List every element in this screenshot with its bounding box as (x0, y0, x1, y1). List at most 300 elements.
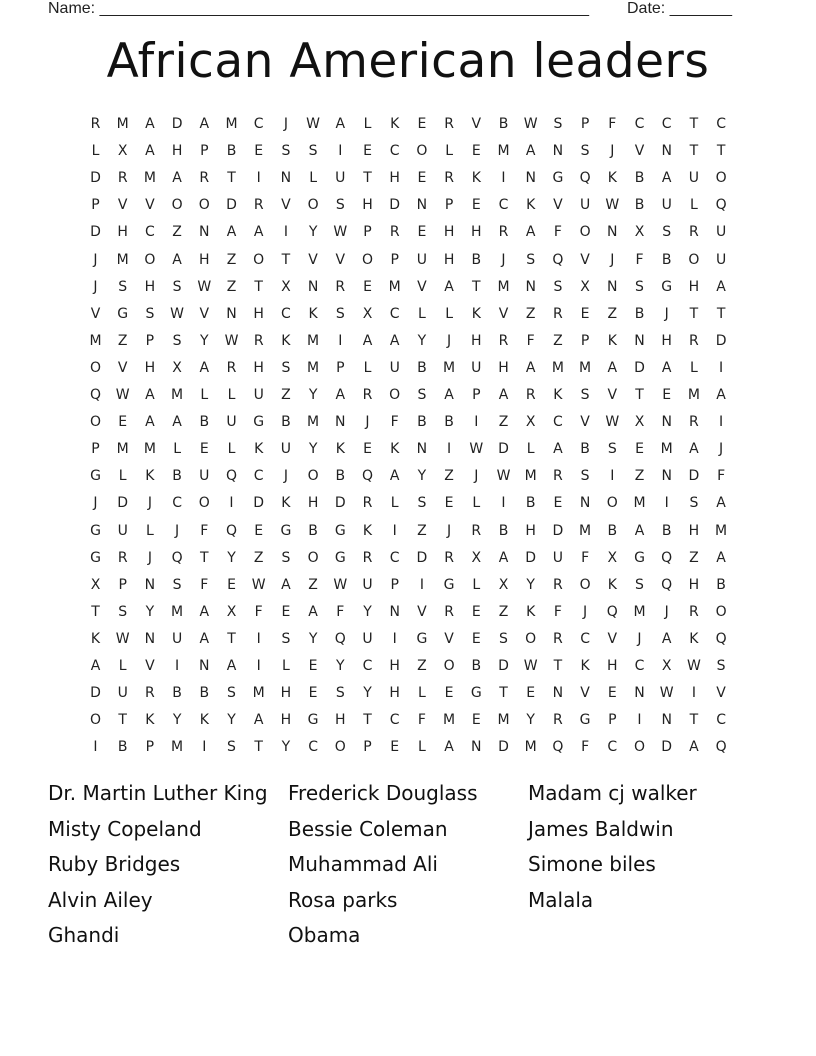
grid-letter[interactable]: I (175, 658, 180, 674)
grid-letter[interactable]: P (444, 197, 454, 214)
grid-letter[interactable]: Z (498, 414, 509, 431)
grid-letter[interactable]: C (553, 414, 563, 431)
grid-letter[interactable]: B (226, 143, 237, 160)
grid-letter[interactable]: A (145, 143, 155, 160)
grid-letter[interactable]: N (525, 170, 536, 187)
grid-letter[interactable]: S (499, 630, 508, 647)
grid-letter[interactable]: J (93, 278, 98, 295)
grid-letter[interactable]: H (389, 170, 400, 187)
grid-letter[interactable]: T (363, 712, 372, 729)
grid-letter[interactable]: Q (661, 576, 673, 593)
grid-letter[interactable]: I (256, 170, 261, 187)
grid-letter[interactable]: E (308, 685, 318, 702)
grid-letter[interactable]: X (172, 359, 182, 376)
grid-letter[interactable]: B (525, 495, 536, 512)
grid-letter[interactable]: O (171, 197, 183, 214)
grid-letter[interactable]: A (253, 224, 264, 241)
grid-letter[interactable]: K (199, 712, 209, 729)
grid-letter[interactable]: S (417, 387, 427, 403)
grid-letter[interactable]: V (580, 251, 590, 268)
grid-letter[interactable]: Z (172, 224, 182, 241)
grid-letter[interactable]: A (716, 495, 726, 512)
grid-letter[interactable]: U (362, 576, 373, 593)
grid-letter[interactable]: D (525, 549, 537, 566)
grid-letter[interactable]: M (116, 441, 129, 458)
grid-letter[interactable]: G (634, 549, 645, 566)
grid-letter[interactable]: V (580, 685, 590, 702)
grid-letter[interactable]: U (389, 359, 400, 376)
grid-letter[interactable]: P (472, 387, 481, 403)
grid-letter[interactable]: Q (171, 549, 183, 566)
grid-letter[interactable]: Y (308, 387, 318, 403)
grid-letter[interactable]: P (390, 576, 399, 593)
grid-letter[interactable]: M (497, 278, 510, 295)
grid-letter[interactable]: R (362, 549, 373, 566)
grid-letter[interactable]: N (335, 414, 346, 431)
grid-letter[interactable]: H (688, 278, 700, 295)
grid-letter[interactable]: P (145, 739, 155, 756)
grid-letter[interactable]: R (553, 305, 563, 322)
grid-letter[interactable]: D (498, 441, 509, 458)
grid-letter[interactable]: F (417, 712, 426, 729)
grid-letter[interactable]: C (661, 116, 672, 132)
grid-letter[interactable]: T (254, 278, 263, 295)
grid-letter[interactable]: K (281, 495, 291, 512)
grid-letter[interactable]: H (253, 305, 264, 322)
grid-letter[interactable]: A (661, 630, 672, 647)
grid-letter[interactable]: B (580, 441, 590, 458)
grid-letter[interactable]: S (335, 685, 345, 702)
grid-letter[interactable]: J (147, 549, 152, 566)
grid-letter[interactable]: A (308, 603, 318, 620)
grid-letter[interactable]: N (661, 468, 672, 485)
grid-letter[interactable]: Q (334, 630, 346, 647)
grid-letter[interactable]: M (579, 359, 592, 376)
grid-letter[interactable]: H (253, 359, 264, 376)
grid-letter[interactable]: M (307, 332, 320, 349)
grid-letter[interactable]: W (469, 441, 484, 458)
grid-letter[interactable]: I (637, 712, 642, 729)
grid-letter[interactable]: M (252, 685, 265, 702)
grid-letter[interactable]: A (716, 278, 726, 295)
grid-letter[interactable]: O (198, 197, 210, 214)
grid-letter[interactable]: J (664, 305, 669, 322)
grid-letter[interactable]: H (471, 332, 482, 349)
grid-letter[interactable]: V (90, 305, 101, 322)
grid-letter[interactable]: O (579, 576, 591, 593)
grid-letter[interactable]: H (389, 658, 400, 674)
grid-letter[interactable]: I (283, 224, 288, 241)
grid-letter[interactable]: T (716, 305, 726, 322)
grid-letter[interactable]: D (171, 116, 183, 132)
grid-letter[interactable]: A (444, 739, 454, 756)
grid-letter[interactable]: U (688, 170, 700, 187)
grid-letter[interactable]: H (688, 522, 700, 539)
grid-letter[interactable]: X (226, 603, 237, 620)
grid-letter[interactable]: E (390, 739, 400, 756)
grid-letter[interactable]: R (253, 332, 264, 349)
grid-letter[interactable]: Q (715, 739, 727, 756)
grid-letter[interactable]: R (199, 170, 210, 187)
grid-letter[interactable]: M (143, 170, 156, 187)
grid-letter[interactable]: B (498, 116, 509, 132)
grid-letter[interactable]: Y (227, 712, 236, 729)
grid-letter[interactable]: L (281, 658, 290, 674)
grid-letter[interactable]: Y (145, 603, 155, 620)
grid-letter[interactable]: T (635, 387, 644, 403)
grid-letter[interactable]: C (607, 739, 618, 756)
grid-letter[interactable]: Y (417, 332, 427, 349)
grid-letter[interactable]: A (634, 522, 645, 539)
grid-letter[interactable]: G (307, 712, 319, 729)
grid-letter[interactable]: Y (363, 603, 372, 620)
grid-letter[interactable]: J (447, 522, 452, 539)
grid-letter[interactable]: V (417, 278, 427, 295)
grid-letter[interactable]: E (471, 603, 481, 620)
grid-letter[interactable]: Z (498, 603, 509, 620)
grid-letter[interactable]: A (689, 739, 699, 756)
grid-letter[interactable]: M (579, 522, 592, 539)
grid-letter[interactable]: R (444, 170, 454, 187)
grid-letter[interactable]: G (552, 170, 564, 187)
grid-letter[interactable]: S (227, 685, 236, 702)
grid-letter[interactable]: X (634, 224, 645, 241)
grid-letter[interactable]: Z (444, 468, 454, 485)
grid-letter[interactable]: R (226, 359, 237, 376)
grid-letter[interactable]: Z (117, 332, 128, 349)
grid-letter[interactable]: Z (226, 278, 237, 295)
grid-letter[interactable]: O (307, 197, 319, 214)
grid-letter[interactable]: I (256, 630, 261, 647)
grid-letter[interactable]: O (361, 251, 374, 268)
grid-letter[interactable]: L (445, 143, 453, 160)
grid-letter[interactable]: M (687, 387, 700, 403)
grid-letter[interactable]: S (417, 495, 427, 512)
grid-letter[interactable]: W (224, 332, 239, 349)
grid-letter[interactable]: J (474, 468, 479, 485)
grid-letter[interactable]: V (634, 143, 645, 160)
grid-letter[interactable]: T (91, 603, 100, 620)
grid-letter[interactable]: A (498, 387, 509, 403)
grid-letter[interactable]: A (281, 576, 291, 593)
grid-letter[interactable]: B (417, 414, 427, 431)
grid-letter[interactable]: M (551, 359, 564, 376)
grid-letter[interactable]: M (388, 278, 401, 295)
grid-letter[interactable]: N (579, 495, 591, 512)
grid-letter[interactable]: R (689, 603, 699, 620)
grid-letter[interactable]: I (691, 685, 696, 702)
grid-letter[interactable]: P (363, 739, 372, 756)
grid-letter[interactable]: S (580, 143, 590, 160)
grid-letter[interactable]: X (90, 576, 101, 593)
grid-letter[interactable]: S (172, 576, 182, 593)
grid-letter[interactable]: S (118, 603, 128, 620)
grid-letter[interactable]: T (363, 170, 372, 187)
grid-letter[interactable]: H (607, 658, 618, 674)
grid-letter[interactable]: K (390, 116, 400, 132)
grid-letter[interactable]: D (688, 468, 700, 485)
grid-letter[interactable]: J (93, 495, 98, 512)
grid-letter[interactable]: S (172, 332, 182, 349)
grid-letter[interactable]: T (118, 712, 127, 729)
grid-letter[interactable]: T (499, 685, 508, 702)
grid-letter[interactable]: Q (552, 251, 564, 268)
grid-letter[interactable]: F (254, 603, 263, 620)
grid-letter[interactable]: S (580, 387, 590, 403)
grid-letter[interactable]: A (525, 359, 536, 376)
grid-letter[interactable]: M (524, 468, 537, 485)
grid-letter[interactable]: Q (361, 468, 374, 485)
grid-letter[interactable]: Y (200, 332, 209, 349)
grid-letter[interactable]: R (525, 387, 536, 403)
grid-letter[interactable]: I (719, 414, 724, 431)
grid-letter[interactable]: K (145, 468, 155, 485)
grid-letter[interactable]: K (362, 522, 373, 539)
grid-letter[interactable]: V (281, 197, 291, 214)
grid-letter[interactable]: M (143, 441, 156, 458)
grid-letter[interactable]: E (363, 143, 372, 160)
grid-letter[interactable]: R (498, 224, 509, 241)
grid-letter[interactable]: A (335, 116, 346, 132)
grid-letter[interactable]: N (634, 685, 645, 702)
grid-letter[interactable]: P (580, 332, 590, 349)
grid-letter[interactable]: U (416, 251, 428, 268)
grid-letter[interactable]: L (363, 116, 372, 132)
grid-letter[interactable]: W (686, 658, 701, 674)
grid-letter[interactable]: W (170, 305, 185, 322)
grid-letter[interactable]: L (689, 359, 698, 376)
grid-letter[interactable]: D (634, 359, 645, 376)
grid-letter[interactable]: A (253, 712, 264, 729)
grid-letter[interactable]: S (281, 359, 291, 376)
grid-letter[interactable]: B (117, 739, 128, 756)
grid-letter[interactable]: R (362, 495, 373, 512)
grid-letter[interactable]: I (419, 576, 424, 593)
grid-letter[interactable]: D (416, 549, 428, 566)
grid-letter[interactable]: H (688, 576, 700, 593)
grid-letter[interactable]: F (717, 468, 726, 485)
grid-letter[interactable]: X (661, 658, 672, 674)
grid-letter[interactable]: O (89, 414, 102, 431)
grid-letter[interactable]: J (283, 116, 288, 132)
grid-letter[interactable]: I (474, 414, 479, 431)
grid-letter[interactable]: I (392, 630, 397, 647)
grid-letter[interactable]: V (145, 197, 155, 214)
grid-letter[interactable]: E (526, 685, 536, 702)
grid-letter[interactable]: Z (253, 549, 264, 566)
grid-letter[interactable]: Y (336, 658, 345, 674)
grid-letter[interactable]: B (471, 251, 482, 268)
grid-letter[interactable]: H (443, 251, 455, 268)
grid-letter[interactable]: N (634, 332, 645, 349)
grid-letter[interactable]: P (363, 224, 372, 241)
grid-letter[interactable]: K (526, 197, 536, 214)
grid-letter[interactable]: A (145, 414, 155, 431)
date-field-label[interactable]: Date: _______ (627, 0, 732, 17)
grid-letter[interactable]: S (281, 143, 291, 160)
grid-letter[interactable]: V (308, 251, 318, 268)
grid-letter[interactable]: I (202, 739, 207, 756)
grid-letter[interactable]: V (335, 251, 346, 268)
grid-letter[interactable]: Z (417, 658, 427, 674)
grid-letter[interactable]: M (116, 251, 129, 268)
grid-letter[interactable]: X (607, 549, 618, 566)
grid-letter[interactable]: T (689, 116, 699, 132)
grid-letter[interactable]: H (144, 359, 156, 376)
grid-letter[interactable]: C (498, 197, 509, 214)
grid-letter[interactable]: R (444, 603, 454, 620)
grid-letter[interactable]: E (227, 576, 236, 593)
grid-letter[interactable]: D (661, 739, 673, 756)
grid-letter[interactable]: H (362, 197, 373, 214)
grid-letter[interactable]: Y (308, 630, 318, 647)
grid-letter[interactable]: W (659, 685, 674, 702)
grid-letter[interactable]: U (280, 441, 292, 458)
grid-letter[interactable]: I (501, 495, 506, 512)
grid-letter[interactable]: Q (552, 739, 564, 756)
grid-letter[interactable]: P (390, 251, 399, 268)
grid-letter[interactable]: G (253, 414, 265, 431)
grid-letter[interactable]: J (283, 468, 288, 485)
grid-letter[interactable]: N (389, 603, 400, 620)
grid-letter[interactable]: G (90, 468, 101, 485)
grid-letter[interactable]: J (93, 251, 98, 268)
grid-letter[interactable]: H (335, 712, 346, 729)
grid-letter[interactable]: N (661, 712, 672, 729)
grid-letter[interactable]: Y (417, 468, 427, 485)
grid-letter[interactable]: L (390, 495, 399, 512)
grid-letter[interactable]: B (172, 685, 182, 702)
grid-letter[interactable]: J (610, 143, 615, 160)
grid-letter[interactable]: Z (634, 468, 645, 485)
grid-letter[interactable]: Y (308, 441, 318, 458)
grid-letter[interactable]: R (498, 332, 509, 349)
grid-letter[interactable]: I (447, 441, 452, 458)
grid-letter[interactable]: Q (715, 630, 727, 647)
grid-letter[interactable]: S (580, 468, 590, 485)
grid-letter[interactable]: W (251, 576, 266, 593)
grid-letter[interactable]: M (116, 116, 129, 132)
grid-letter[interactable]: G (416, 630, 428, 647)
grid-letter[interactable]: B (607, 522, 618, 539)
grid-letter[interactable]: B (335, 468, 346, 485)
grid-letter[interactable]: L (472, 576, 481, 593)
grid-letter[interactable]: A (716, 387, 726, 403)
grid-letter[interactable]: D (498, 658, 509, 674)
grid-letter[interactable]: Q (715, 197, 727, 214)
grid-letter[interactable]: H (498, 359, 509, 376)
grid-letter[interactable]: M (443, 712, 456, 729)
grid-letter[interactable]: D (90, 224, 101, 241)
grid-letter[interactable]: J (501, 251, 506, 268)
grid-letter[interactable]: L (445, 305, 453, 322)
grid-letter[interactable]: V (117, 197, 128, 214)
grid-letter[interactable]: A (661, 359, 672, 376)
grid-letter[interactable]: Y (526, 576, 535, 593)
grid-letter[interactable]: S (145, 305, 155, 322)
grid-letter[interactable]: U (715, 224, 727, 241)
grid-letter[interactable]: M (660, 441, 673, 458)
grid-letter[interactable]: W (523, 116, 538, 132)
grid-letter[interactable]: O (688, 251, 700, 268)
grid-letter[interactable]: I (338, 143, 343, 160)
grid-letter[interactable]: B (498, 522, 509, 539)
grid-letter[interactable]: T (281, 251, 291, 268)
grid-letter[interactable]: W (496, 468, 511, 485)
grid-letter[interactable]: X (281, 278, 291, 295)
grid-letter[interactable]: F (526, 332, 535, 349)
name-field-label[interactable]: Name: _______________________________________________________ (48, 0, 589, 17)
grid-letter[interactable]: M (171, 603, 184, 620)
grid-letter[interactable]: C (389, 143, 400, 160)
grid-letter[interactable]: L (309, 170, 317, 187)
grid-letter[interactable]: P (91, 441, 100, 458)
grid-letter[interactable]: K (254, 441, 264, 458)
grid-letter[interactable]: B (199, 414, 210, 431)
grid-letter[interactable]: C (716, 116, 726, 132)
grid-letter[interactable]: G (117, 305, 129, 322)
grid-letter[interactable]: X (117, 143, 128, 160)
grid-letter[interactable]: K (471, 305, 481, 322)
grid-letter[interactable]: I (338, 332, 343, 349)
grid-letter[interactable]: Q (579, 170, 591, 187)
grid-letter[interactable]: G (90, 549, 101, 566)
grid-letter[interactable]: S (308, 143, 318, 160)
grid-letter[interactable]: A (444, 278, 454, 295)
grid-letter[interactable]: Z (689, 549, 699, 566)
grid-letter[interactable]: S (526, 251, 536, 268)
grid-letter[interactable]: U (335, 170, 346, 187)
grid-letter[interactable]: T (200, 549, 209, 566)
grid-letter[interactable]: E (417, 170, 427, 187)
grid-letter[interactable]: G (334, 549, 346, 566)
grid-letter[interactable]: Z (607, 305, 618, 322)
grid-letter[interactable]: M (171, 387, 184, 403)
grid-letter[interactable]: H (280, 685, 292, 702)
grid-letter[interactable]: U (117, 685, 128, 702)
grid-letter[interactable]: S (172, 278, 182, 295)
grid-letter[interactable]: A (226, 658, 237, 674)
grid-letter[interactable]: S (716, 658, 726, 674)
grid-letter[interactable]: U (579, 197, 591, 214)
grid-letter[interactable]: R (689, 332, 699, 349)
grid-letter[interactable]: N (226, 305, 237, 322)
grid-letter[interactable]: W (605, 414, 620, 431)
grid-letter[interactable]: A (172, 414, 182, 431)
grid-letter[interactable]: A (362, 332, 373, 349)
grid-letter[interactable]: C (253, 116, 264, 132)
grid-letter[interactable]: H (307, 495, 319, 512)
grid-letter[interactable]: Q (225, 522, 238, 539)
grid-letter[interactable]: N (307, 278, 319, 295)
grid-letter[interactable]: C (172, 495, 182, 512)
grid-letter[interactable]: L (363, 359, 372, 376)
grid-letter[interactable]: Y (308, 224, 318, 241)
grid-letter[interactable]: L (227, 441, 236, 458)
grid-letter[interactable]: A (199, 603, 210, 620)
grid-letter[interactable]: A (525, 224, 536, 241)
grid-letter[interactable]: N (552, 143, 564, 160)
grid-letter[interactable]: L (200, 387, 209, 403)
grid-letter[interactable]: R (444, 549, 454, 566)
grid-letter[interactable]: N (661, 414, 672, 431)
grid-letter[interactable]: U (226, 414, 237, 431)
grid-letter[interactable]: R (471, 522, 482, 539)
grid-letter[interactable]: T (689, 712, 699, 729)
grid-letter[interactable]: T (553, 658, 563, 674)
grid-letter[interactable]: V (498, 305, 509, 322)
grid-letter[interactable]: A (199, 116, 210, 132)
